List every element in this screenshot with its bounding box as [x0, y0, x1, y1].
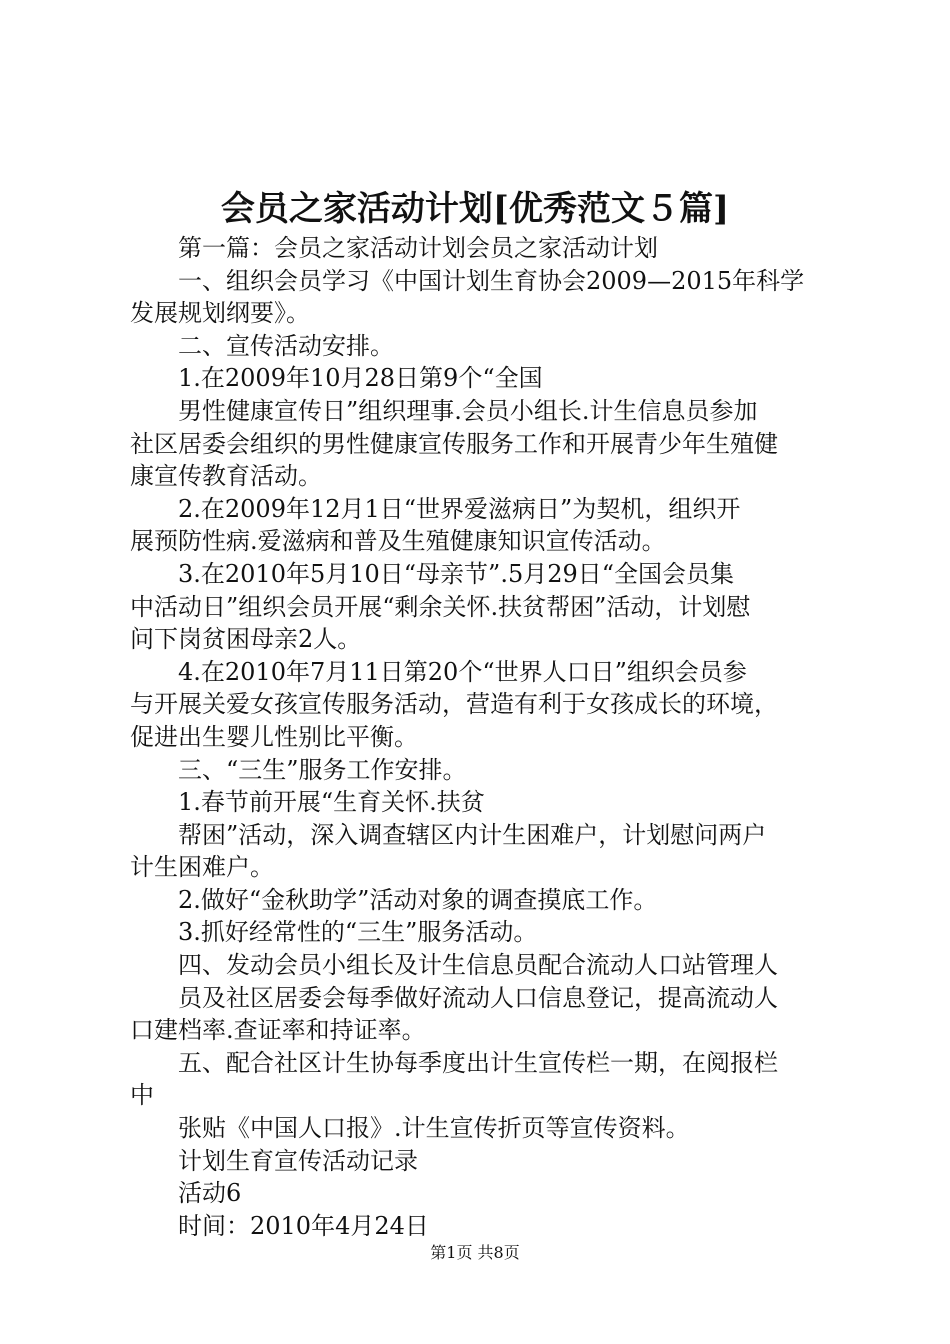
- text-line: 四、发动会员小组长及计生信息员配合流动人口站管理人: [178, 951, 778, 980]
- text-line: 员及社区居委会每季做好流动人口信息登记，提高流动人: [178, 983, 778, 1012]
- text-line: 时间：2010年4月24日: [178, 1211, 429, 1240]
- text-line: 与开展关爱女孩宣传服务活动，营造有利于女孩成长的环境，: [130, 690, 778, 719]
- text-line: 口建档率.查证率和持证率。: [130, 1016, 426, 1045]
- text-line: 张贴《中国人口报》.计生宣传折页等宣传资料。: [178, 1114, 690, 1143]
- text-line: 一、组织会员学习《中国计划生育协会2009—2015年科学: [178, 266, 805, 295]
- text-line: 3.抓好经常性的“三生”服务活动。: [178, 918, 538, 947]
- text-line: 五、配合社区计生协每季度出计生宣传栏一期，在阅报栏: [178, 1048, 778, 1077]
- text-line: 2.在2009年12月1日“世界爱滋病日”为契机，组织开: [178, 494, 741, 523]
- text-line: 问下岗贫困母亲2人。: [130, 625, 362, 654]
- text-line: 展预防性病.爱滋病和普及生殖健康知识宣传活动。: [130, 527, 666, 556]
- text-line: 4.在2010年7月11日第20个“世界人口日”组织会员参: [178, 657, 747, 686]
- text-line: 3.在2010年5月10日“母亲节”.5月29日“全国会员集: [178, 559, 735, 588]
- text-line: 中活动日”组织会员开展“剩余关怀.扶贫帮困”活动，计划慰: [130, 592, 751, 621]
- text-line: 社区居委会组织的男性健康宣传服务工作和开展青少年生殖健: [130, 429, 778, 458]
- text-line: 三、“三生”服务工作安排。: [178, 755, 467, 784]
- text-line: 男性健康宣传日”组织理事.会员小组长.计生信息员参加: [178, 396, 758, 425]
- text-line: 帮困”活动，深入调查辖区内计生困难户，计划慰问两户: [178, 820, 767, 849]
- text-line: 活动6: [178, 1179, 242, 1208]
- text-line: 计生困难户。: [130, 853, 274, 882]
- text-line: 第一篇：会员之家活动计划会员之家活动计划: [178, 234, 658, 262]
- text-line: 二、宣传活动安排。: [178, 331, 394, 360]
- text-line: 康宣传教育活动。: [130, 462, 322, 491]
- text-line: 促进出生婴儿性别比平衡。: [130, 722, 418, 751]
- text-line: 中: [130, 1081, 154, 1110]
- text-line: 1.在2009年10月28日第9个“全国: [178, 364, 543, 393]
- text-line: 2.做好“金秋助学”活动对象的调查摸底工作。: [178, 885, 658, 914]
- text-line: 发展规划纲要》。: [130, 299, 310, 328]
- page-footer: 第1页 共8页: [430, 1243, 520, 1262]
- document-title: 会员之家活动计划[优秀范文５篇]: [220, 189, 730, 229]
- text-line: 计划生育宣传活动记录: [178, 1146, 418, 1175]
- document-body: [130, 232, 830, 1242]
- text-line: 1.春节前开展“生育关怀.扶贫: [178, 788, 485, 817]
